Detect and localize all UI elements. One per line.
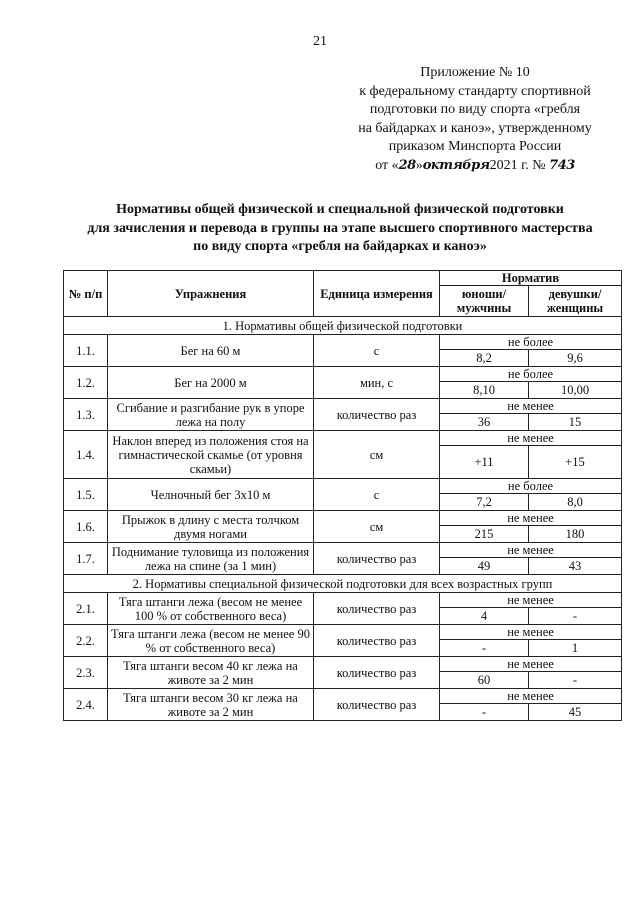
row-male-value: 49 bbox=[440, 558, 529, 575]
header-num: № п/п bbox=[64, 271, 108, 317]
table-body bbox=[64, 317, 622, 721]
row-unit: количество раз bbox=[314, 657, 440, 689]
row-number: 1.2. bbox=[64, 367, 108, 399]
table-row bbox=[64, 511, 622, 526]
row-unit: см bbox=[314, 511, 440, 543]
standards-table bbox=[63, 270, 622, 721]
row-condition: не менее bbox=[440, 511, 622, 526]
page-number: 21 bbox=[313, 34, 327, 49]
row-male-value: - bbox=[440, 704, 529, 721]
row-condition: не менее bbox=[440, 657, 622, 672]
row-unit: мин, с bbox=[314, 367, 440, 399]
appendix-date-line bbox=[330, 157, 620, 176]
header-female: девушки/ женщины bbox=[529, 286, 622, 317]
header-exercise: Упражнения bbox=[108, 271, 314, 317]
date-separator: » bbox=[415, 157, 423, 173]
row-unit: количество раз bbox=[314, 593, 440, 625]
appendix-line: подготовки по виду спорта «гребля bbox=[369, 102, 581, 117]
row-male-value: 8,2 bbox=[440, 350, 529, 367]
row-condition: не более bbox=[440, 335, 622, 350]
table-row bbox=[64, 593, 622, 608]
row-unit: количество раз bbox=[314, 689, 440, 721]
date-prefix: от « bbox=[375, 157, 399, 173]
handwritten-day: 28 bbox=[398, 157, 416, 173]
table-row bbox=[64, 625, 622, 640]
row-number: 2.4. bbox=[64, 689, 108, 721]
row-exercise: Поднимание туловища из положения лежа на спине (за 1 мин) bbox=[108, 543, 314, 575]
row-condition: не более bbox=[440, 367, 622, 382]
row-number: 1.3. bbox=[64, 399, 108, 431]
row-female-value: +15 bbox=[529, 446, 622, 479]
row-female-value: 45 bbox=[529, 704, 622, 721]
row-condition: не менее bbox=[440, 625, 622, 640]
document-title bbox=[40, 201, 640, 257]
row-male-value: +11 bbox=[440, 446, 529, 479]
header-unit: Единица измерения bbox=[314, 271, 440, 317]
table-row bbox=[64, 367, 622, 382]
row-number: 2.1. bbox=[64, 593, 108, 625]
row-unit: с bbox=[314, 479, 440, 511]
row-number: 2.3. bbox=[64, 657, 108, 689]
section-row bbox=[64, 317, 622, 335]
row-female-value: 15 bbox=[529, 414, 622, 431]
table-row bbox=[64, 689, 622, 704]
row-male-value: 215 bbox=[440, 526, 529, 543]
title-line: для зачисления и перевода в группы на этапе высшего спортивного мастерства bbox=[87, 220, 593, 236]
row-number: 1.7. bbox=[64, 543, 108, 575]
appendix-line: приказом Минспорта России bbox=[388, 139, 562, 154]
row-unit: количество раз bbox=[314, 399, 440, 431]
row-unit: количество раз bbox=[314, 625, 440, 657]
table-row bbox=[64, 431, 622, 446]
row-male-value: - bbox=[440, 640, 529, 657]
row-condition: не менее bbox=[440, 399, 622, 414]
handwritten-month: октября bbox=[422, 157, 490, 173]
table-row bbox=[64, 657, 622, 672]
row-exercise: Наклон вперед из положения стоя на гимнастической скамье (от уровня скамьи) bbox=[108, 431, 314, 479]
appendix-line: на байдарках и каноэ», утвержденному bbox=[358, 120, 592, 136]
row-exercise: Тяга штанги лежа (весом не менее 100 % от собственного веса) bbox=[108, 593, 314, 625]
table-row bbox=[64, 543, 622, 558]
row-number: 1.4. bbox=[64, 431, 108, 479]
row-condition: не менее bbox=[440, 543, 622, 558]
row-female-value: - bbox=[529, 672, 622, 689]
table-row bbox=[64, 335, 622, 350]
title-line: по виду спорта «гребля на байдарках и каноэ» bbox=[193, 239, 487, 254]
title-line: Нормативы общей физической и специальной физической подготовки bbox=[116, 202, 564, 217]
table-row bbox=[64, 479, 622, 494]
row-unit: с bbox=[314, 335, 440, 367]
row-exercise: Сгибание и разгибание рук в упоре лежа на полу bbox=[108, 399, 314, 431]
row-condition: не менее bbox=[440, 593, 622, 608]
row-unit: количество раз bbox=[314, 543, 440, 575]
row-unit: см bbox=[314, 431, 440, 479]
row-exercise: Тяга штанги весом 30 кг лежа на животе за 2 мин bbox=[108, 689, 314, 721]
row-female-value: 180 bbox=[529, 526, 622, 543]
row-male-value: 60 bbox=[440, 672, 529, 689]
row-female-value: - bbox=[529, 608, 622, 625]
row-exercise: Тяга штанги весом 40 кг лежа на животе за 2 мин bbox=[108, 657, 314, 689]
section-row bbox=[64, 575, 622, 593]
table-header bbox=[64, 271, 622, 317]
row-female-value: 10,00 bbox=[529, 382, 622, 399]
row-female-value: 43 bbox=[529, 558, 622, 575]
table-row bbox=[64, 399, 622, 414]
row-female-value: 8,0 bbox=[529, 494, 622, 511]
row-exercise: Бег на 60 м bbox=[108, 335, 314, 367]
date-year: 2021 г. № bbox=[489, 157, 546, 173]
appendix-line: Приложение № 10 bbox=[420, 65, 530, 80]
row-female-value: 1 bbox=[529, 640, 622, 657]
section-title: 2. Нормативы специальной физической подготовки для всех возрастных групп bbox=[64, 575, 622, 593]
row-exercise: Челночный бег 3x10 м bbox=[108, 479, 314, 511]
row-number: 1.5. bbox=[64, 479, 108, 511]
row-number: 1.6. bbox=[64, 511, 108, 543]
appendix-line: к федеральному стандарту спортивной bbox=[359, 83, 591, 99]
row-condition: не менее bbox=[440, 431, 622, 446]
row-condition: не менее bbox=[440, 689, 622, 704]
header-male: юноши/ мужчины bbox=[440, 286, 529, 317]
row-number: 1.1. bbox=[64, 335, 108, 367]
row-male-value: 4 bbox=[440, 608, 529, 625]
row-number: 2.2. bbox=[64, 625, 108, 657]
row-male-value: 7,2 bbox=[440, 494, 529, 511]
row-condition: не более bbox=[440, 479, 622, 494]
row-exercise: Бег на 2000 м bbox=[108, 367, 314, 399]
row-female-value: 9,6 bbox=[529, 350, 622, 367]
section-title: 1. Нормативы общей физической подготовки bbox=[64, 317, 622, 335]
handwritten-order-number: 743 bbox=[549, 157, 575, 173]
row-male-value: 36 bbox=[440, 414, 529, 431]
row-exercise: Прыжок в длину с места толчком двумя ногами bbox=[108, 511, 314, 543]
row-exercise: Тяга штанги лежа (весом не менее 90 % от собственного веса) bbox=[108, 625, 314, 657]
row-male-value: 8,10 bbox=[440, 382, 529, 399]
appendix-header bbox=[330, 64, 620, 175]
header-norm: Норматив bbox=[440, 271, 622, 286]
